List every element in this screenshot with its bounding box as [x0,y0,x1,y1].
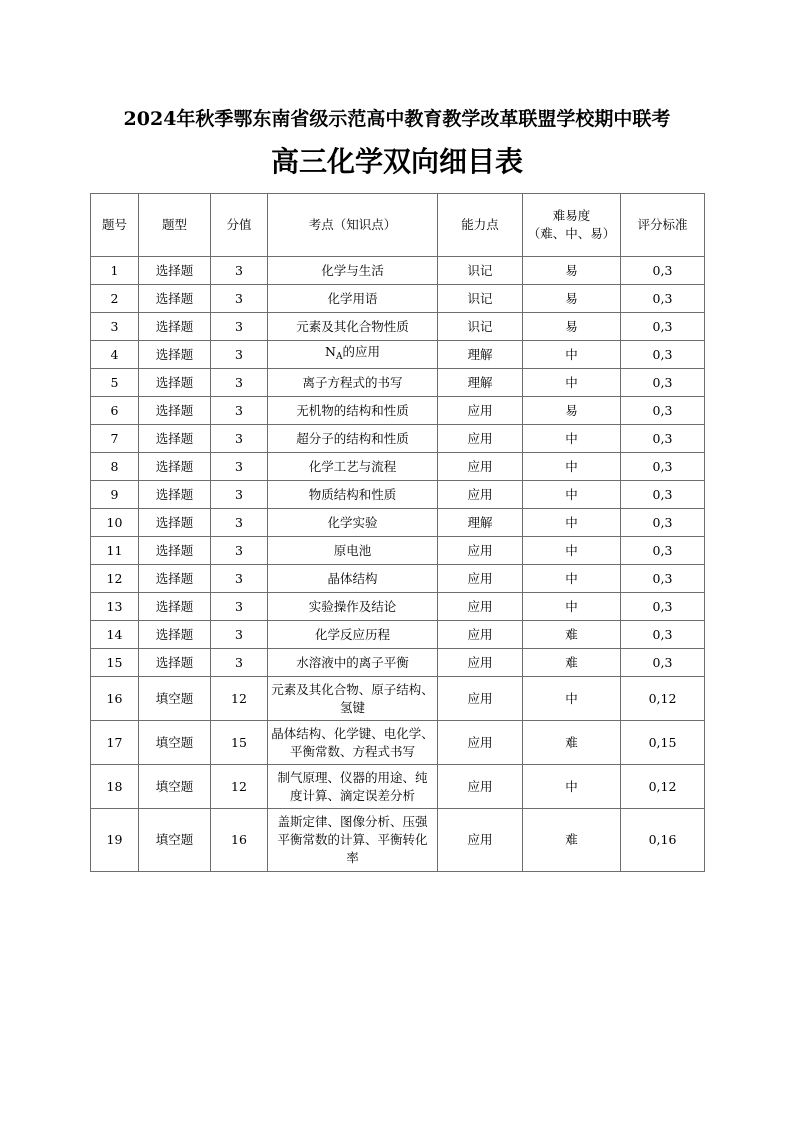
standard-cell: 0,3 [621,453,705,481]
question-type-cell: 选择题 [139,397,211,425]
standard-cell: 0,3 [621,565,705,593]
table-row [91,677,705,721]
ability-cell: 应用 [438,537,523,565]
topic-cell: 原电池 [268,537,438,565]
table-row [91,453,705,481]
score-cell: 3 [211,313,268,341]
question-number-cell: 6 [91,397,139,425]
difficulty-cell: 中 [523,509,621,537]
question-number-cell: 17 [91,721,139,765]
ability-cell: 应用 [438,453,523,481]
standard-cell: 0,3 [621,397,705,425]
score-cell: 3 [211,621,268,649]
question-type-cell: 选择题 [139,313,211,341]
topic-line: 盖斯定律、图像分析、压强 [277,814,428,829]
standard-cell: 0,12 [621,677,705,721]
question-number-cell: 1 [91,257,139,285]
topic-line: 晶体结构、化学键、电化学、 [271,725,434,741]
table-row [91,397,705,425]
topic-cell: 化学反应历程 [268,621,438,649]
standard-cell: 0,12 [621,765,705,809]
difficulty-cell: 易 [523,313,621,341]
table-row [91,341,705,369]
standard-cell: 0,3 [621,369,705,397]
question-number-cell: 19 [91,809,139,872]
question-type-cell: 选择题 [139,509,211,537]
question-number-cell: 16 [91,677,139,721]
table-row [91,481,705,509]
table-row [91,425,705,453]
score-cell: 3 [211,369,268,397]
ability-cell: 识记 [438,257,523,285]
topic-cell [268,765,438,809]
document-subtitle: 高三化学双向细目表 [270,145,523,178]
table-row [91,285,705,313]
topic-cell: 晶体结构 [268,565,438,593]
question-number-cell: 9 [91,481,139,509]
ability-cell: 应用 [438,765,523,809]
ability-cell: 理解 [438,369,523,397]
table-row [91,593,705,621]
table-row [91,509,705,537]
topic-line: 元素及其化合物、原子结构、 [271,681,434,697]
question-type-cell: 选择题 [139,369,211,397]
standard-cell: 0,15 [621,721,705,765]
specification-table [90,193,705,872]
table-row [91,257,705,285]
topic-cell [268,721,438,765]
standard-cell: 0,3 [621,621,705,649]
ability-cell: 应用 [438,649,523,677]
topic-cell: 化学实验 [268,509,438,537]
topic-cell: 离子方程式的书写 [268,369,438,397]
difficulty-cell: 中 [523,425,621,453]
question-type-cell: 选择题 [139,481,211,509]
table-row [91,765,705,809]
standard-cell: 0,3 [621,593,705,621]
question-number-cell: 18 [91,765,139,809]
ability-cell: 应用 [438,809,523,872]
score-cell: 3 [211,649,268,677]
document-title: 2024年秋季鄂东南省级示范高中教育教学改革联盟学校期中联考 [123,108,671,130]
question-type-cell: 选择题 [139,565,211,593]
topic-cell: 无机物的结构和性质 [268,397,438,425]
question-number-cell: 12 [91,565,139,593]
difficulty-cell: 中 [523,677,621,721]
difficulty-cell: 易 [523,285,621,313]
question-type-cell: 填空题 [139,677,211,721]
question-number-cell: 3 [91,313,139,341]
score-cell: 3 [211,481,268,509]
score-cell: 3 [211,397,268,425]
score-cell: 3 [211,285,268,313]
ability-cell: 应用 [438,481,523,509]
column-header-difficulty [523,194,621,257]
question-type-cell: 选择题 [139,285,211,313]
ability-cell: 应用 [438,677,523,721]
score-cell: 3 [211,537,268,565]
table-row [91,809,705,872]
ability-cell: 应用 [438,621,523,649]
question-type-cell: 选择题 [139,425,211,453]
question-type-cell: 选择题 [139,453,211,481]
column-header-number: 题号 [91,194,139,257]
score-cell: 16 [211,809,268,872]
ability-cell: 识记 [438,313,523,341]
ability-cell: 应用 [438,565,523,593]
ability-cell: 应用 [438,397,523,425]
topic-line: 平衡常数、方程式书写 [289,743,415,759]
question-type-cell: 填空题 [139,765,211,809]
question-type-cell: 填空题 [139,721,211,765]
topic-cell [268,809,438,872]
topic-cell: 元素及其化合物性质 [268,313,438,341]
standard-cell: 0,3 [621,285,705,313]
difficulty-cell: 中 [523,369,621,397]
question-number-cell: 15 [91,649,139,677]
difficulty-cell: 中 [523,765,621,809]
difficulty-cell: 中 [523,481,621,509]
column-header-score: 分值 [211,194,268,257]
question-type-cell: 选择题 [139,537,211,565]
question-number-cell: 7 [91,425,139,453]
score-cell: 3 [211,453,268,481]
ability-cell: 识记 [438,285,523,313]
difficulty-cell: 易 [523,257,621,285]
column-header-topic: 考点（知识点） [268,194,438,257]
topic-cell: 实验操作及结论 [268,593,438,621]
difficulty-cell: 难 [523,649,621,677]
question-number-cell: 14 [91,621,139,649]
difficulty-cell: 中 [523,537,621,565]
question-type-cell: 选择题 [139,649,211,677]
score-cell: 15 [211,721,268,765]
question-type-cell: 选择题 [139,341,211,369]
score-cell: 3 [211,341,268,369]
score-cell: 3 [211,425,268,453]
table-row [91,649,705,677]
column-header-ability: 能力点 [438,194,523,257]
score-cell: 3 [211,593,268,621]
standard-cell: 0,3 [621,257,705,285]
topic-cell: 化学与生活 [268,257,438,285]
topic-cell: 化学工艺与流程 [268,453,438,481]
difficulty-cell: 难 [523,621,621,649]
topic-cell: 水溶液中的离子平衡 [268,649,438,677]
topic-line: 度计算、滴定误差分析 [289,787,415,803]
difficulty-header-label: 难易度 [552,208,591,223]
question-type-cell: 选择题 [139,593,211,621]
difficulty-cell: 中 [523,593,621,621]
standard-cell: 0,3 [621,649,705,677]
topic-symbol: N [325,344,336,359]
question-type-cell: 选择题 [139,621,211,649]
topic-cell [268,341,438,369]
table-row [91,565,705,593]
table-row [91,313,705,341]
ability-cell: 理解 [438,509,523,537]
topic-line: 平衡常数的计算、平衡转化 [277,832,428,847]
question-type-cell: 填空题 [139,809,211,872]
topic-subscript: A [335,352,343,362]
score-cell: 12 [211,677,268,721]
topic-cell [268,677,438,721]
standard-cell: 0,3 [621,537,705,565]
ability-cell: 应用 [438,425,523,453]
table-header-row [91,194,705,257]
score-cell: 3 [211,565,268,593]
difficulty-cell: 中 [523,453,621,481]
question-number-cell: 5 [91,369,139,397]
standard-cell: 0,3 [621,313,705,341]
ability-cell: 应用 [438,721,523,765]
standard-cell: 0,16 [621,809,705,872]
difficulty-cell: 难 [523,721,621,765]
score-cell: 3 [211,509,268,537]
question-number-cell: 11 [91,537,139,565]
table-row [91,721,705,765]
question-type-cell: 选择题 [139,257,211,285]
standard-cell: 0,3 [621,481,705,509]
topic-line: 制气原理、仪器的用途、纯 [277,769,428,785]
question-number-cell: 10 [91,509,139,537]
difficulty-header-sub: （难、中、易） [527,226,616,241]
column-header-standard: 评分标准 [621,194,705,257]
topic-cell: 超分子的结构和性质 [268,425,438,453]
difficulty-cell: 易 [523,397,621,425]
topic-cell: 化学用语 [268,285,438,313]
difficulty-cell: 中 [523,565,621,593]
topic-line: 氢键 [339,699,365,715]
table-row [91,369,705,397]
column-header-type: 题型 [139,194,211,257]
question-number-cell: 13 [91,593,139,621]
standard-cell: 0,3 [621,509,705,537]
score-cell: 3 [211,257,268,285]
ability-cell: 理解 [438,341,523,369]
standard-cell: 0,3 [621,425,705,453]
score-cell: 12 [211,765,268,809]
question-number-cell: 2 [91,285,139,313]
question-number-cell: 8 [91,453,139,481]
difficulty-cell: 中 [523,341,621,369]
table-row [91,621,705,649]
ability-cell: 应用 [438,593,523,621]
table-row [91,537,705,565]
topic-rest: 的应用 [342,344,380,359]
topic-cell: 物质结构和性质 [268,481,438,509]
question-number-cell: 4 [91,341,139,369]
standard-cell: 0,3 [621,341,705,369]
topic-line: 率 [346,850,359,865]
difficulty-cell: 难 [523,809,621,872]
